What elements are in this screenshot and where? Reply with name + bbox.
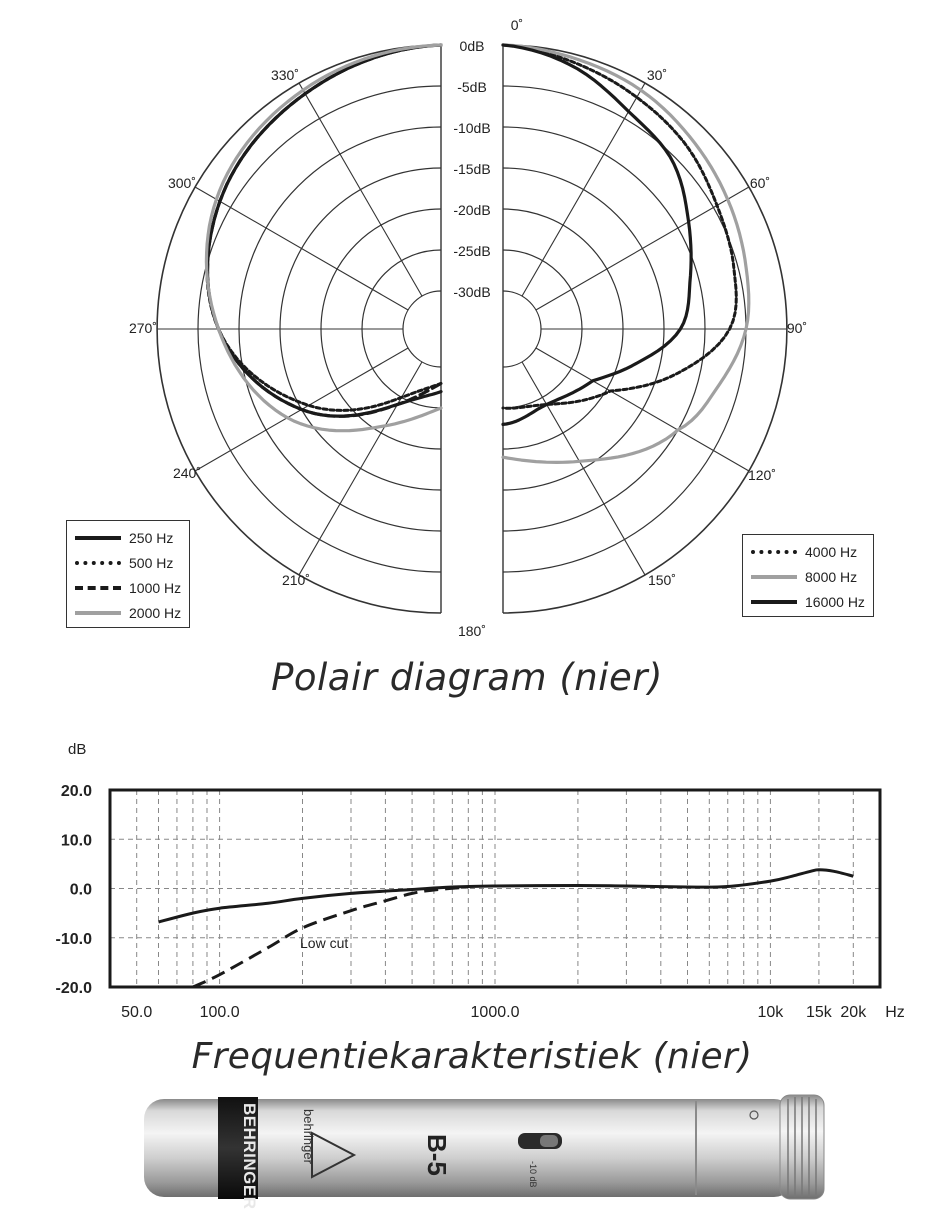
freq-x-tick-label: 1000.0 xyxy=(470,1004,520,1021)
legend-swatch xyxy=(751,600,797,604)
legend-label: 500 Hz xyxy=(129,554,174,571)
polar-angle-label: 210˚ xyxy=(281,572,311,588)
polar-spoke-right xyxy=(522,83,645,296)
legend-label: 4000 Hz xyxy=(805,543,858,560)
polar-curve-4000-hz xyxy=(503,45,736,408)
mic-model: B-5 xyxy=(422,1134,452,1176)
polar-db-label: 0dB xyxy=(459,38,485,54)
polar-angle-label: 180˚ xyxy=(457,623,487,639)
polar-angle-label: 150˚ xyxy=(647,572,677,588)
freq-annotation-low-cut: Low cut xyxy=(300,935,349,951)
polar-angle-label: 120˚ xyxy=(747,467,777,483)
microphone-image xyxy=(140,1085,840,1210)
polar-ring-right xyxy=(503,291,541,367)
freq-y-tick-label: 10.0 xyxy=(60,832,92,850)
polar-angle-label: 300˚ xyxy=(167,175,197,191)
freq-x-tick-label: 15k xyxy=(806,1004,832,1021)
freq-x-tick-label: 100.0 xyxy=(199,1004,240,1021)
mic-logo-text: behringer xyxy=(301,1109,316,1164)
polar-db-label: -25dB xyxy=(453,243,491,259)
freq-x-tick-label: 10k xyxy=(757,1004,784,1021)
polar-db-label: -5dB xyxy=(457,79,487,95)
polar-spoke-left xyxy=(195,187,408,310)
freq-grid xyxy=(110,790,880,987)
mic-pad-switch-knob xyxy=(540,1135,558,1147)
polar-spoke-left xyxy=(299,362,422,575)
legend-entry xyxy=(75,600,181,625)
legend-swatch xyxy=(75,561,121,565)
polar-angle-label: 0˚ xyxy=(510,17,524,33)
frequency-title: Frequentiekarakteristiek (nier) xyxy=(191,1036,753,1077)
polar-angle-label: 330˚ xyxy=(270,67,300,83)
frequency-response-chart xyxy=(0,730,934,1030)
legend-entry xyxy=(75,550,181,575)
freq-y-tick-label: -10.0 xyxy=(55,930,92,948)
legend-entry xyxy=(751,539,865,564)
polar-db-label: -15dB xyxy=(453,161,491,177)
legend-swatch xyxy=(75,536,121,540)
legend-entry xyxy=(75,525,181,550)
legend-label: 16000 Hz xyxy=(805,593,865,610)
polar-spoke-left xyxy=(299,83,422,296)
legend-entry xyxy=(751,589,865,614)
legend-swatch xyxy=(751,575,797,579)
polar-curve-250-hz xyxy=(208,45,442,416)
polar-legend-left xyxy=(66,520,190,628)
polar-db-label: -10dB xyxy=(453,120,491,136)
freq-curve-response xyxy=(159,870,854,922)
polar-title: Polair diagram (nier) xyxy=(271,656,663,699)
polar-angle-label: 90˚ xyxy=(786,320,808,336)
legend-label: 1000 Hz xyxy=(129,579,182,596)
polar-legend-right xyxy=(742,534,874,617)
legend-entry xyxy=(75,575,181,600)
polar-ring-left xyxy=(403,291,441,367)
polar-curve-16000-hz xyxy=(503,45,691,424)
legend-label: 250 Hz xyxy=(129,529,174,546)
mic-band-text: BEHRINGER xyxy=(240,1103,259,1210)
polar-spoke-right xyxy=(536,348,749,471)
legend-entry xyxy=(751,564,865,589)
polar-db-label: -20dB xyxy=(453,202,491,218)
legend-swatch xyxy=(751,550,797,554)
polar-curve-2000-hz xyxy=(206,45,441,431)
freq-x-tick-label: 50.0 xyxy=(121,1004,153,1021)
polar-curve-1000-hz xyxy=(208,45,442,416)
freq-y-tick-label: 20.0 xyxy=(60,783,92,800)
polar-angle-label: 240˚ xyxy=(172,465,202,481)
freq-x-axis-label: Hz xyxy=(885,1004,905,1021)
freq-y-axis-label: dB xyxy=(68,741,87,758)
legend-label: 2000 Hz xyxy=(129,604,182,621)
legend-swatch xyxy=(75,611,121,615)
polar-angle-label: 60˚ xyxy=(749,175,771,191)
legend-label: 8000 Hz xyxy=(805,568,858,585)
freq-y-tick-label: -20.0 xyxy=(55,980,92,997)
mic-switch-label: -10 dB xyxy=(528,1161,538,1188)
legend-swatch xyxy=(75,586,121,590)
polar-db-label: -30dB xyxy=(453,284,491,300)
polar-angle-label: 270˚ xyxy=(128,320,158,336)
polar-angle-label: 30˚ xyxy=(646,67,668,83)
polar-spoke-right xyxy=(522,362,645,575)
freq-series xyxy=(159,870,854,987)
freq-x-tick-label: 20k xyxy=(840,1004,867,1021)
freq-y-tick-label: 0.0 xyxy=(69,881,92,899)
